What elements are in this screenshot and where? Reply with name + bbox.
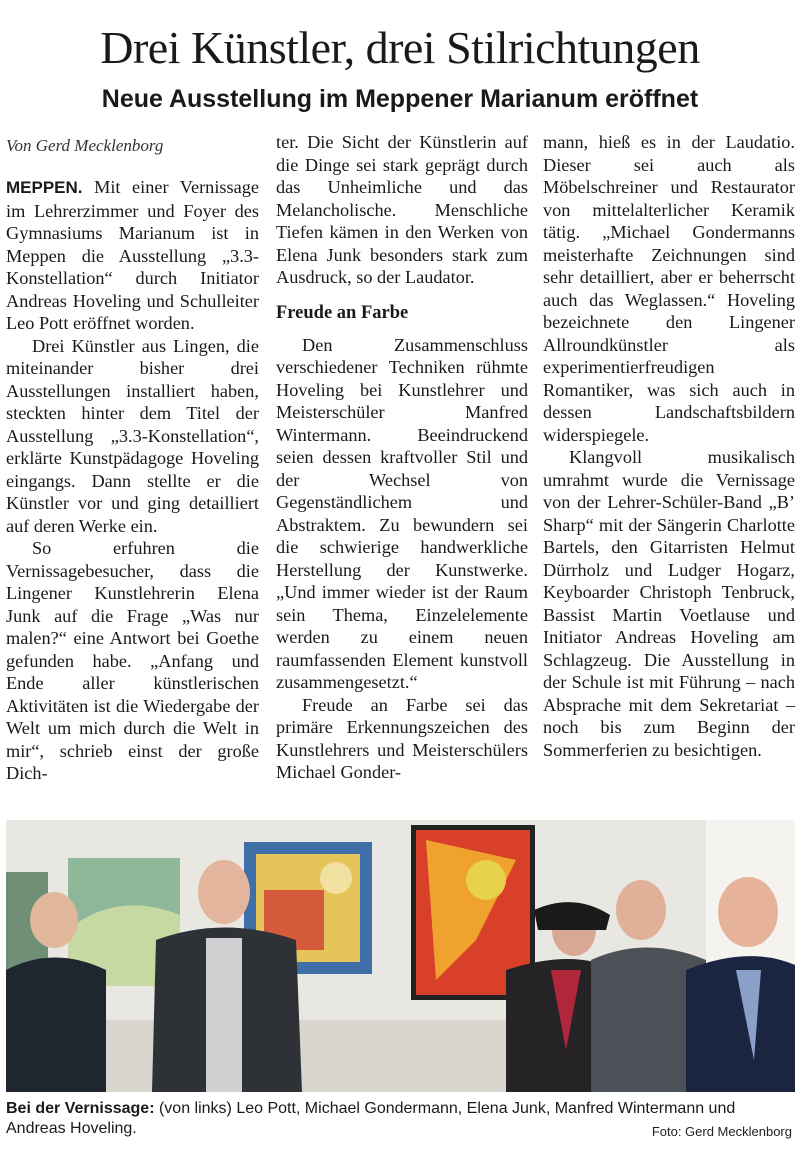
photo-illustration xyxy=(6,820,795,1092)
paragraph: Klangvoll musikalisch umrahmt wurde die Vernissage von der Lehrer-Schüler-Band „B’ Sharp“ mit der Sängerin Charlotte Bartels, den Gitarristen Helmut Dürrholz und Ludger Hogarz, Keyboarder Christoph Tenbruck, Bassist Martin Voetlause und Initiator Andreas Hoveling am Schlagzeug. Die Ausstellung in der Schule ist mit Führung – nach Absprache mit dem Sekretariat – noch bis zum Beginn der Sommerferien zu besichtigen. xyxy=(543,447,795,760)
dateline: MEPPEN. xyxy=(6,178,83,197)
paragraph: Den Zusammenschluss verschiedener Techniken rühmte Hoveling bei Kunstlehrer und Meisterschüler Manfred Wintermann. Beeindruckend seien dessen kraftvoller Stil und der Wechsel von Gegenständlichem und Abstraktem. Zu bewundern sei die schwierige handwerkliche Herstellung der Kunstwerke. „Und immer wieder ist der Raum sein Thema, Einzelelemente werden zu einem neuen raumfassenden Element kunstvoll zusammengesetzt.“ xyxy=(276,334,528,692)
paragraph: Drei Künstler aus Lingen, die miteinander bisher drei Ausstellungen installiert haben, steckten hinter dem Titel der Ausstellung „3.3-Konstellation“, erklärte Kunstpädagoge Hoveling eingangs. Dann stellte er die Künstler vor und ging detailliert auf deren Werke ein. xyxy=(6,335,259,536)
paragraph: ter. Die Sicht der Künstlerin auf die Dinge sei stark geprägt durch das Unheimliche und das Melancholische. Menschliche Tiefen kämen in den Werken von Elena Junk besonders stark zum Ausdruck, so der Laudator. xyxy=(276,132,528,287)
caption-lead: Bei der Vernissage: xyxy=(6,1100,155,1117)
photo-credit: Foto: Gerd Mecklenborg xyxy=(651,1124,792,1139)
paragraph: So erfuhren die Vernissagebesucher, dass die Lingener Kunstlehrerin Elena Junk auf die Frage „Was nur malen?“ eine Antwort bei Goethe gefunden habe. „Anfang und Ende aller künstlerischen Aktivitäten ist die Wiedergabe der Welt um mich durch die Welt in mir“, schrieb einst der große Dich- xyxy=(6,538,259,783)
paragraph-text: Mit einer Vernissage im Lehrerzimmer und Foyer des Gymnasiums Marianum ist in Meppen die Ausstellung „3.3-Konstellation“ durch Initiator Andreas Hoveling und Schulleiter Leo Pott eröffnet worden. xyxy=(6,177,259,333)
headline: Drei Künstler, drei Stilrichtungen xyxy=(100,22,700,73)
article-photo xyxy=(6,820,795,1092)
subheadline: Neue Ausstellung im Meppener Marianum eröffnet xyxy=(101,85,699,113)
paragraph xyxy=(6,176,259,335)
article-column-3 xyxy=(543,131,795,761)
paragraph: Freude an Farbe sei das primäre Erkennungszeichen des Kunstlehrers und Meisterschülers Michael Gonder- xyxy=(276,694,528,782)
caption-text: (von links) Leo Pott, Michael Gondermann, Elena Junk, Manfred Wintermann und Andreas Hoveling. xyxy=(6,1100,736,1137)
article-column-2 xyxy=(276,131,528,784)
byline: Von Gerd Mecklenborg xyxy=(6,136,164,155)
paragraph: mann, hieß es in der Laudatio. Dieser sei auch als Möbelschreiner und Restaurator von mittelalterlicher Keramik tätig. „Michael Gondermanns meisterhafte Zeichnungen sind sehr detailliert, aber er beherrscht auch das Weglassen.“ Hoveling bezeichnete den Lingener Allroundkünstler als experimentierfreudigen Romantiker, was sich auch in dessen Landschaftsbildern widerspiegele. xyxy=(543,132,795,445)
article-column-1 xyxy=(6,176,259,785)
section-subheading: Freude an Farbe xyxy=(276,302,409,323)
